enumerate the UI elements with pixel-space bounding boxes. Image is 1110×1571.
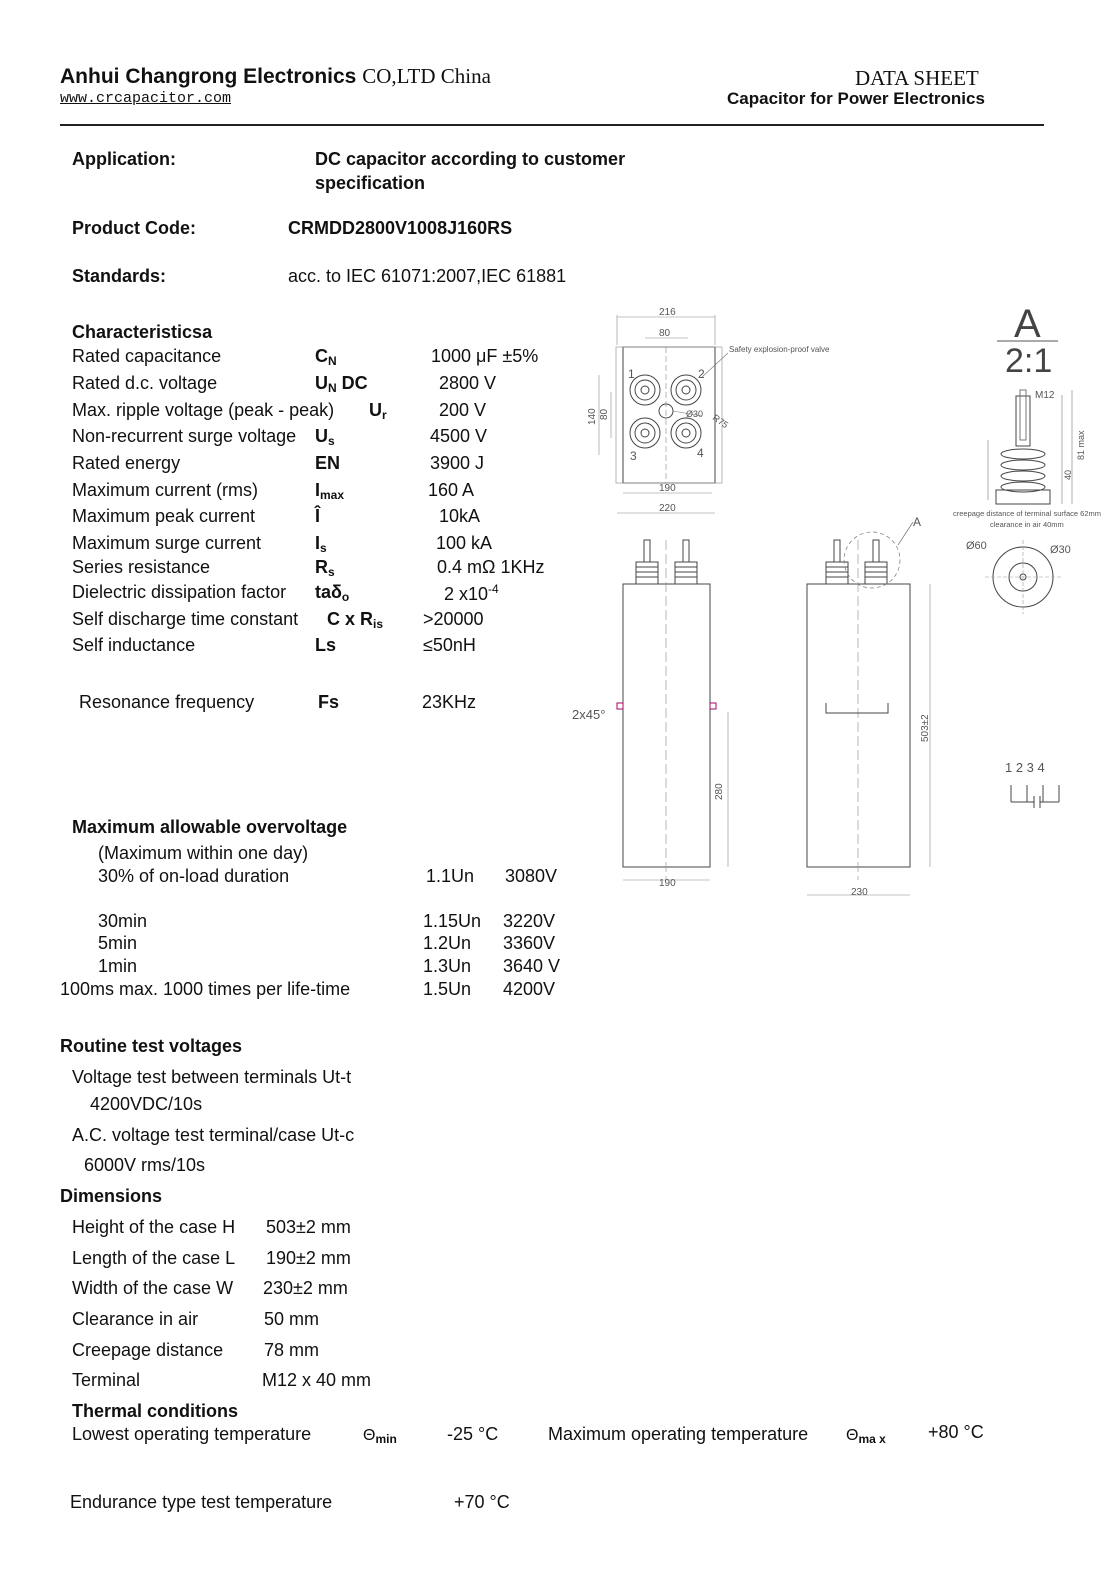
- char-value-exponent: -4: [488, 582, 499, 596]
- overvoltage-value: 3220V: [503, 911, 556, 931]
- doc-subtitle: Capacitor for Power Electronics: [727, 89, 985, 108]
- dimension-label: Clearance in air: [72, 1309, 199, 1329]
- dim-r75: R75: [710, 412, 731, 431]
- detail-letter: A: [1014, 302, 1041, 346]
- char-name: Series resistance: [72, 557, 211, 577]
- char-symbol-main: U: [315, 426, 328, 446]
- routine-test-2-value: 6000V rms/10s: [84, 1155, 206, 1175]
- dim-dia30: Ø30: [686, 409, 704, 419]
- schematic-labels: 1 2 3 4: [1005, 760, 1045, 775]
- theta-min-symbol: Θ: [363, 1427, 376, 1444]
- terminal-3-icon: [630, 418, 660, 448]
- front-view-case: [623, 584, 710, 867]
- overvoltage-factor: 1.5Un: [423, 979, 472, 999]
- dim-280: 280: [714, 783, 725, 800]
- dimension-label: Length of the case L: [72, 1248, 236, 1268]
- char-value-text: 4500 V: [430, 426, 488, 446]
- thermal-heading: Thermal conditions: [72, 1401, 239, 1421]
- char-value: [423, 635, 476, 656]
- char-name: Non-recurrent surge voltage: [72, 426, 297, 446]
- char-name: Max. ripple voltage (peak - peak): [72, 400, 335, 420]
- terminal-2-icon: [671, 375, 701, 405]
- char-name: Maximum current (rms): [72, 480, 259, 500]
- dimensions-heading: Dimensions: [60, 1186, 163, 1206]
- char-symbol-sub: s: [328, 434, 335, 448]
- product-code-value: CRMDD2800V1008J160RS: [288, 218, 513, 238]
- resonance-label: Resonance frequency: [79, 692, 255, 712]
- lowest-temp-symbol: [363, 1427, 397, 1446]
- detail-ref-a: A: [913, 515, 922, 529]
- char-symbol-sub: s: [328, 565, 335, 579]
- dim-80: 80: [659, 328, 671, 339]
- char-symbol-main: U: [369, 400, 382, 420]
- dim-190-top: 190: [659, 483, 676, 494]
- dimension-value: M12 x 40 mm: [262, 1370, 372, 1390]
- term-label-3: 3: [630, 449, 637, 463]
- overvoltage-factor: 1.15Un: [423, 911, 482, 931]
- standards-label: Standards:: [72, 266, 167, 286]
- endurance-label: Endurance type test temperature: [70, 1492, 333, 1512]
- overvoltage-label: 1min: [98, 956, 138, 976]
- char-name: Self inductance: [72, 635, 196, 655]
- company-suffix: CO,LTD China: [362, 64, 491, 88]
- theta-max-sub: ma x: [858, 1432, 886, 1446]
- char-symbol: [315, 582, 349, 604]
- resonance-symbol: Fs: [318, 692, 340, 712]
- routine-test-2-label: A.C. voltage test terminal/case Ut-c: [72, 1125, 355, 1145]
- char-symbol-main: U: [315, 373, 328, 393]
- term-label-1: 1: [628, 367, 635, 381]
- char-symbol-main: I: [315, 480, 321, 500]
- char-name: Rated energy: [72, 453, 181, 473]
- side-terminal-right-icon: [865, 540, 887, 584]
- capacitor-drawing: [560, 300, 1105, 910]
- char-value-text: 0.4 mΩ 1KHz: [437, 557, 545, 577]
- char-name: Dielectric dissipation factor: [72, 582, 287, 602]
- application-value-1: DC capacitor according to customer: [315, 149, 626, 169]
- dimension-label: Terminal: [72, 1370, 141, 1390]
- char-value-text: >20000: [423, 609, 484, 629]
- max-temp-value: +80 °C: [928, 1422, 984, 1442]
- dimension-value: 50 mm: [264, 1309, 320, 1329]
- char-name: Rated capacitance: [72, 346, 222, 366]
- company-name: [60, 64, 491, 89]
- char-value: [439, 373, 496, 394]
- char-symbol: [315, 453, 340, 474]
- overvoltage-value: 3080V: [505, 866, 558, 886]
- overvoltage-value: 3360V: [503, 933, 556, 953]
- product-code-label: Product Code:: [72, 218, 196, 238]
- standards-value: acc. to IEC 61071:2007,IEC 61881: [288, 266, 567, 286]
- dim-40: 40: [1063, 469, 1073, 480]
- char-value: [428, 480, 474, 501]
- dim-230: 230: [851, 887, 868, 898]
- char-name: Maximum surge current: [72, 533, 262, 553]
- dim-dia30b: Ø30: [1050, 544, 1071, 556]
- char-value: [439, 506, 480, 527]
- char-symbol: [315, 426, 335, 448]
- creepage-note-1: creepage distance of terminal surface 62mm: [953, 509, 1101, 518]
- dim-m12: M12: [1035, 390, 1055, 401]
- char-symbol: [315, 373, 368, 395]
- char-value-text: 10kA: [439, 506, 481, 526]
- application-value-2: specification: [315, 173, 426, 193]
- char-value: [431, 346, 538, 367]
- side-view-case: [807, 584, 910, 867]
- char-symbol-main: Î: [315, 506, 321, 526]
- overvoltage-factor: 1.2Un: [423, 933, 472, 953]
- max-temp-label: Maximum operating temperature: [548, 1424, 809, 1444]
- side-terminal-left-icon: [826, 540, 848, 584]
- company-name-text: Anhui Changrong Electronics: [60, 65, 357, 88]
- char-symbol-sub: max: [320, 488, 345, 502]
- char-value-text: 200 V: [439, 400, 487, 420]
- dimension-label: Creepage distance: [72, 1340, 224, 1360]
- characteristics-heading: Characteristicsa: [72, 322, 213, 342]
- char-name: Self discharge time constant: [72, 609, 299, 629]
- term-label-4: 4: [697, 446, 704, 460]
- term-label-2: 2: [698, 367, 705, 381]
- front-terminal-right-icon: [675, 540, 697, 584]
- char-value-text: 2 x10: [444, 584, 489, 604]
- char-value: [423, 609, 484, 630]
- char-value: [430, 453, 484, 474]
- dimension-value: 190±2 mm: [266, 1248, 351, 1268]
- max-temp-symbol: [846, 1427, 886, 1446]
- char-value-text: 2800 V: [439, 373, 497, 393]
- char-symbol: [327, 609, 383, 631]
- char-value: [444, 582, 499, 605]
- lowest-temp-value: -25 °C: [447, 1424, 499, 1444]
- dim-220: 220: [659, 503, 676, 514]
- char-symbol-main: C x R: [327, 609, 374, 629]
- char-symbol-suffix: DC: [336, 373, 368, 393]
- char-value-text: 100 kA: [436, 533, 493, 553]
- char-value: [439, 400, 486, 421]
- char-symbol: [315, 506, 320, 527]
- char-symbol-main: EN: [315, 453, 341, 473]
- routine-test-1-value: 4200VDC/10s: [90, 1094, 203, 1114]
- dim-dia60: Ø60: [966, 540, 987, 552]
- char-symbol: [315, 480, 344, 502]
- char-value: [430, 426, 487, 447]
- dim-81: 81 max: [1076, 430, 1086, 460]
- creepage-note-2: clearance in air 40mm: [990, 520, 1064, 529]
- char-symbol-sub: N: [328, 354, 337, 368]
- overvoltage-note: (Maximum within one day): [98, 843, 309, 863]
- char-value: [436, 533, 492, 554]
- dim-216: 216: [659, 307, 676, 318]
- theta-min-sub: min: [375, 1432, 397, 1446]
- char-value-text: 3900 J: [430, 453, 485, 473]
- terminal-schematic-icon: [1011, 785, 1059, 808]
- dimension-value: 230±2 mm: [263, 1278, 348, 1298]
- overvoltage-factor: 1.3Un: [423, 956, 472, 976]
- char-symbol-sub: r: [382, 408, 387, 422]
- overvoltage-value: 3640 V: [503, 956, 561, 976]
- char-value-text: 1000 μF ±5%: [431, 346, 539, 366]
- doc-type: DATA SHEET: [855, 66, 979, 90]
- overvoltage-label: 30% of on-load duration: [98, 866, 290, 886]
- char-symbol: [315, 635, 336, 656]
- overvoltage-label: 100ms max. 1000 times per life-time: [60, 979, 351, 999]
- char-symbol-main: R: [315, 557, 328, 577]
- endurance-value: +70 °C: [454, 1492, 510, 1512]
- overvoltage-heading: Maximum allowable overvoltage: [72, 817, 348, 837]
- dimension-value: 78 mm: [264, 1340, 320, 1360]
- char-symbol-main: Ls: [315, 635, 337, 655]
- char-symbol-sub: s: [320, 541, 327, 555]
- routine-test-1-label: Voltage test between terminals Ut-t: [72, 1067, 352, 1087]
- char-value-text: 160 A: [428, 480, 475, 500]
- char-name: Maximum peak current: [72, 506, 256, 526]
- char-symbol: [369, 400, 387, 422]
- char-symbol-sub: is: [373, 617, 384, 631]
- routine-heading: Routine test voltages: [60, 1036, 243, 1056]
- theta-max-symbol: Θ: [846, 1427, 859, 1444]
- dim-140: 140: [587, 408, 598, 425]
- detail-terminal-icon: [988, 390, 1072, 504]
- char-symbol: [315, 346, 337, 368]
- overvoltage-factor: 1.1Un: [426, 866, 475, 886]
- website-link[interactable]: www.crcapacitor.com: [60, 90, 232, 107]
- dim-80-side: 80: [599, 408, 610, 420]
- overvoltage-label: 30min: [98, 911, 148, 931]
- overvoltage-label: 5min: [98, 933, 138, 953]
- char-symbol: [315, 557, 335, 579]
- dimension-label: Width of the case W: [72, 1278, 234, 1298]
- terminal-4-icon: [671, 418, 701, 448]
- dim-190-front: 190: [659, 878, 676, 889]
- char-symbol-main: C: [315, 346, 328, 366]
- mounting-bracket: [826, 703, 888, 713]
- detail-scale: 2:1: [1005, 342, 1053, 380]
- dim-chamfer: 2x45°: [572, 707, 606, 722]
- overvoltage-value: 4200V: [503, 979, 556, 999]
- front-terminal-left-icon: [636, 540, 658, 584]
- dim-503: 503±2: [920, 714, 931, 742]
- char-name: Rated d.c. voltage: [72, 373, 218, 393]
- resonance-value: 23KHz: [422, 692, 477, 712]
- dimension-label: Height of the case H: [72, 1217, 236, 1237]
- char-symbol: [315, 533, 327, 555]
- dimension-value: 503±2 mm: [266, 1217, 351, 1237]
- application-label: Application:: [72, 149, 176, 169]
- char-symbol-main: taδ: [315, 582, 342, 602]
- lowest-temp-label: Lowest operating temperature: [72, 1424, 312, 1444]
- valve-label: Safety explosion-proof valve: [729, 345, 830, 354]
- header-divider: [60, 124, 1044, 126]
- char-symbol-sub: N: [328, 381, 337, 395]
- char-value-text: ≤50nH: [423, 635, 476, 655]
- char-symbol-main: I: [315, 533, 321, 553]
- char-symbol-sub: o: [341, 590, 350, 604]
- char-value: [437, 557, 545, 578]
